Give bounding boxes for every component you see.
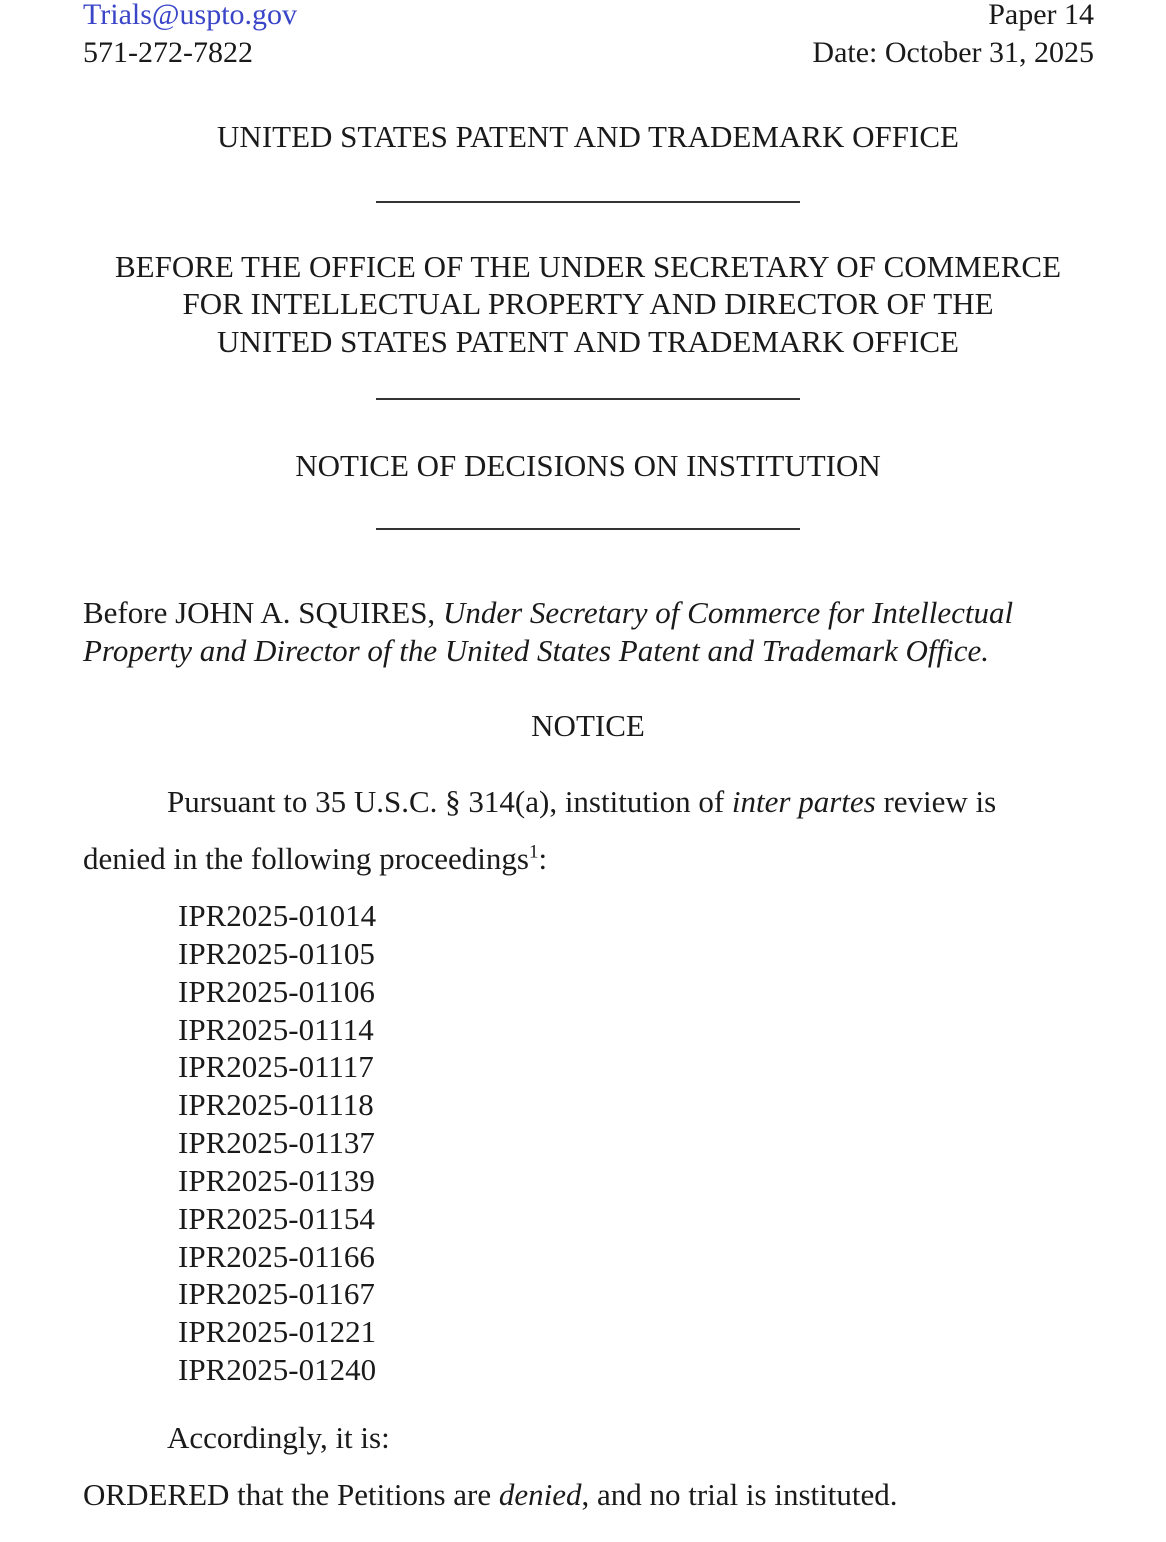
proceeding-item: IPR2025-01221 bbox=[178, 1314, 377, 1350]
proceeding-item: IPR2025-01240 bbox=[178, 1352, 377, 1388]
office-title: UNITED STATES PATENT AND TRADEMARK OFFICE bbox=[217, 119, 959, 154]
header-contact bbox=[83, 0, 297, 72]
director-title-part-2: Property and Director of the United States Patent and Trademark Office. bbox=[83, 633, 990, 668]
proceeding-item: IPR2025-01154 bbox=[178, 1200, 375, 1236]
before-line-2 bbox=[83, 632, 989, 670]
before-prefix: Before JOHN A. SQUIRES, bbox=[83, 595, 443, 630]
header-paper-info bbox=[812, 0, 1094, 72]
accordingly-line: Accordingly, it is: bbox=[167, 1420, 390, 1455]
body-paragraph-line-1 bbox=[167, 783, 996, 821]
email-link[interactable]: Trials@uspto.gov bbox=[83, 0, 298, 31]
proceeding-item: IPR2025-01105 bbox=[178, 935, 375, 971]
order-text: ORDERED that the Petitions are bbox=[83, 1477, 499, 1512]
divider-rule bbox=[376, 201, 800, 203]
proceeding-item: IPR2025-01139 bbox=[178, 1162, 375, 1198]
proceeding-item: IPR2025-01167 bbox=[178, 1276, 375, 1312]
before-block-line-1: BEFORE THE OFFICE OF THE UNDER SECRETARY OF COMMERCE bbox=[114, 249, 1061, 284]
inter-partes-text: inter partes bbox=[731, 784, 876, 819]
proceeding-item: IPR2025-01117 bbox=[178, 1049, 374, 1085]
body-text: review is bbox=[875, 784, 997, 819]
divider-rule bbox=[376, 398, 800, 400]
order-line bbox=[83, 1476, 898, 1514]
proceeding-item: IPR2025-01166 bbox=[178, 1238, 375, 1274]
before-line-1 bbox=[83, 594, 1013, 632]
proceeding-item: IPR2025-01114 bbox=[178, 1011, 374, 1047]
body-text: : bbox=[538, 841, 548, 876]
body-text: Pursuant to 35 U.S.C. § 314(a), institution of bbox=[167, 784, 732, 819]
body-text: denied in the following proceedings bbox=[83, 841, 529, 876]
footnote-marker[interactable]: 1 bbox=[528, 841, 539, 863]
order-text: , and no trial is instituted. bbox=[581, 1477, 898, 1512]
document-date: Date: October 31, 2025 bbox=[812, 36, 1094, 69]
proceedings-list bbox=[178, 897, 376, 1389]
proceeding-item: IPR2025-01137 bbox=[178, 1125, 375, 1161]
phone-number: 571-272-7822 bbox=[83, 36, 253, 69]
denied-text: denied bbox=[498, 1477, 582, 1512]
director-title-part-1: Under Secretary of Commerce for Intellectual bbox=[442, 595, 1014, 630]
notice-heading: NOTICE bbox=[531, 708, 645, 743]
before-block-line-3: UNITED STATES PATENT AND TRADEMARK OFFICE bbox=[217, 324, 959, 359]
proceeding-item: IPR2025-01118 bbox=[178, 1087, 374, 1123]
before-block-line-2: FOR INTELLECTUAL PROPERTY AND DIRECTOR OF THE bbox=[182, 286, 994, 321]
proceeding-item: IPR2025-01014 bbox=[178, 898, 377, 933]
proceeding-item: IPR2025-01106 bbox=[178, 973, 375, 1009]
paper-number: Paper 14 bbox=[988, 0, 1094, 31]
notice-title: NOTICE OF DECISIONS ON INSTITUTION bbox=[295, 448, 881, 483]
divider-rule bbox=[376, 528, 800, 530]
body-paragraph-line-2 bbox=[83, 840, 547, 878]
